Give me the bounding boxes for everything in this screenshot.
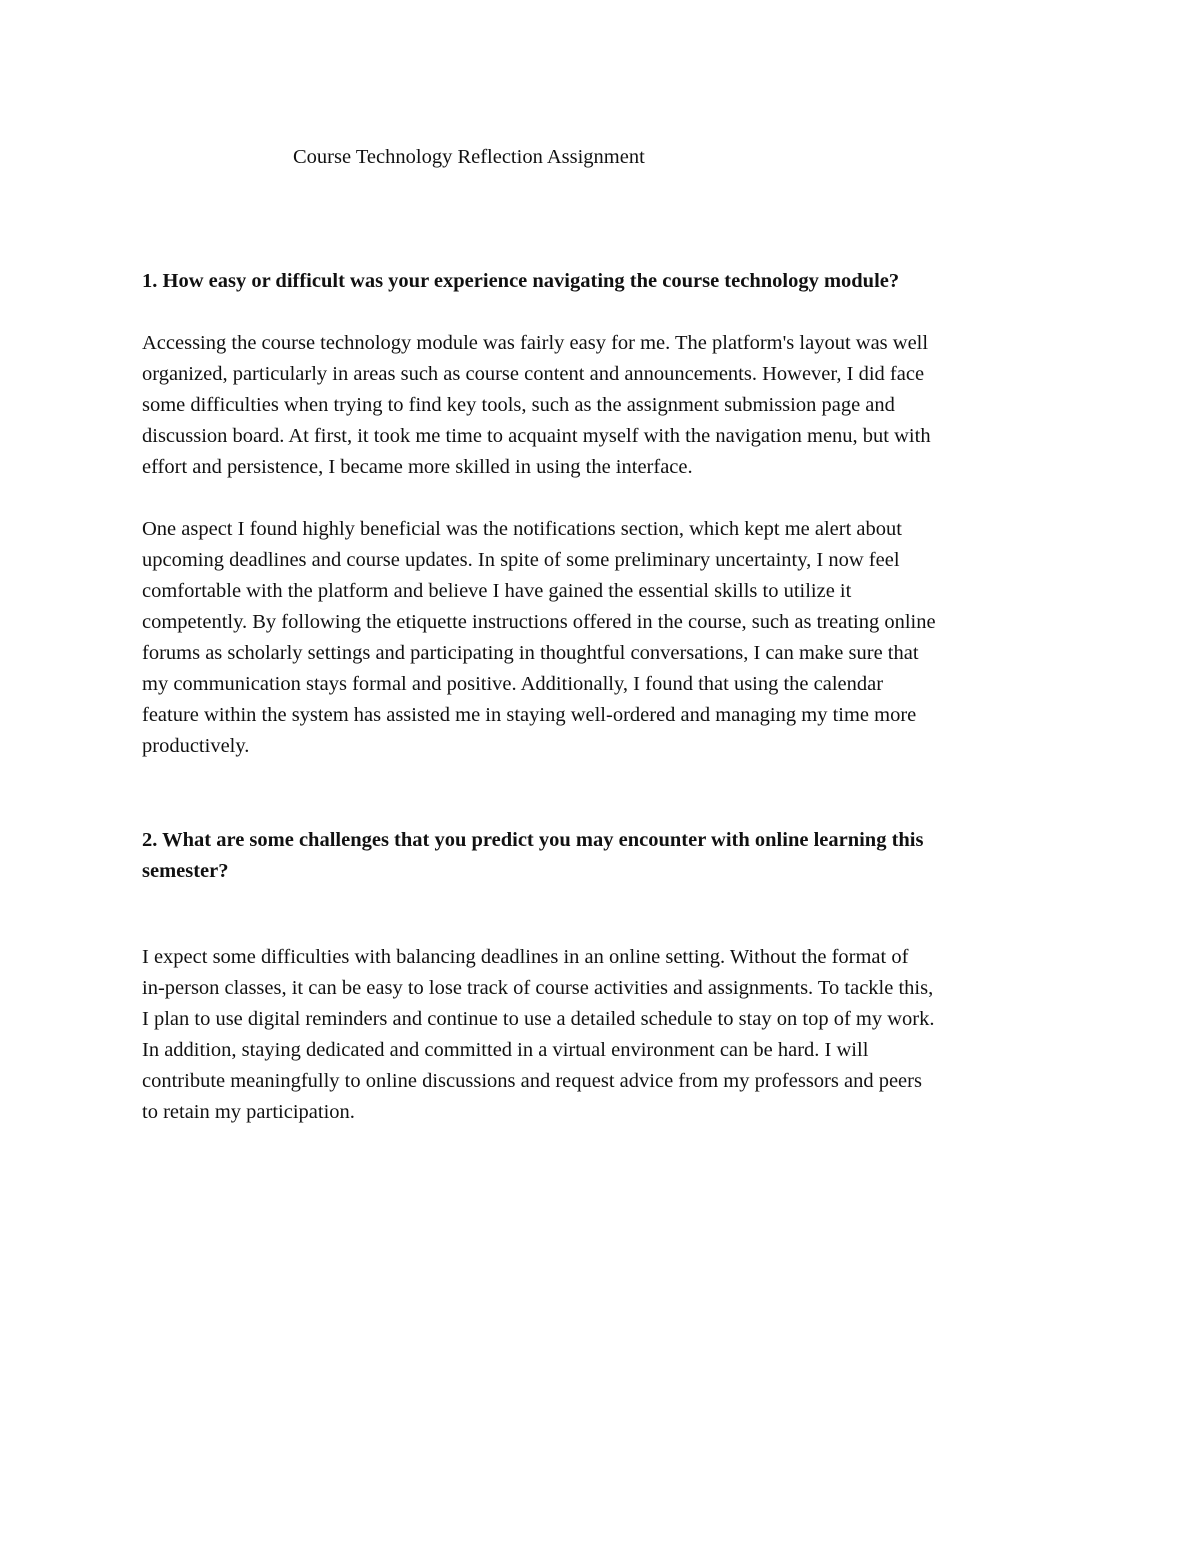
text-line: upcoming deadlines and course updates. In spite of some preliminary uncertainty, I now feel [142,549,900,571]
answer-1-paragraph-1 [142,328,1077,483]
text-line: some difficulties when trying to find key tools, such as the assignment submission page and [142,394,895,416]
document-title: Course Technology Reflection Assignment [293,146,645,168]
text-line: semester? [142,860,229,882]
text-line: effort and persistence, I became more skilled in using the interface. [142,456,693,478]
text-line: in-person classes, it can be easy to lose track of course activities and assignments. To tackle this, [142,977,934,999]
text-line: Accessing the course technology module was fairly easy for me. The platform's layout was well [142,332,929,354]
text-line: 2. What are some challenges that you predict you may encounter with online learning this [142,829,924,851]
question-2 [142,825,1077,887]
text-line: I expect some difficulties with balancing deadlines in an online setting. Without the format of [142,946,909,968]
text-line: my communication stays formal and positive. Additionally, I found that using the calendar [142,673,884,695]
text-line: contribute meaningfully to online discussions and request advice from my professors and peers [142,1070,922,1092]
text-line: I plan to use digital reminders and continue to use a detailed schedule to stay on top of my work. [142,1008,935,1030]
answer-1-paragraph-2 [142,514,1077,762]
answer-2-paragraph-1 [142,942,1077,1128]
text-line: In addition, staying dedicated and committed in a virtual environment can be hard. I will [142,1039,869,1061]
text-line: comfortable with the platform and believe I have gained the essential skills to utilize it [142,580,852,602]
question-1: 1. How easy or difficult was your experience navigating the course technology module? [142,270,900,292]
text-line: discussion board. At first, it took me time to acquaint myself with the navigation menu, but with [142,425,931,447]
text-line: forums as scholarly settings and participating in thoughtful conversations, I can make sure that [142,642,919,664]
text-line: competently. By following the etiquette instructions offered in the course, such as treating online [142,611,936,633]
text-line: organized, particularly in areas such as course content and announcements. However, I did face [142,363,925,385]
text-line: feature within the system has assisted me in staying well-ordered and managing my time more [142,704,917,726]
text-line: One aspect I found highly beneficial was the notifications section, which kept me alert about [142,518,902,540]
text-line: productively. [142,735,250,757]
text-line: to retain my participation. [142,1101,355,1123]
